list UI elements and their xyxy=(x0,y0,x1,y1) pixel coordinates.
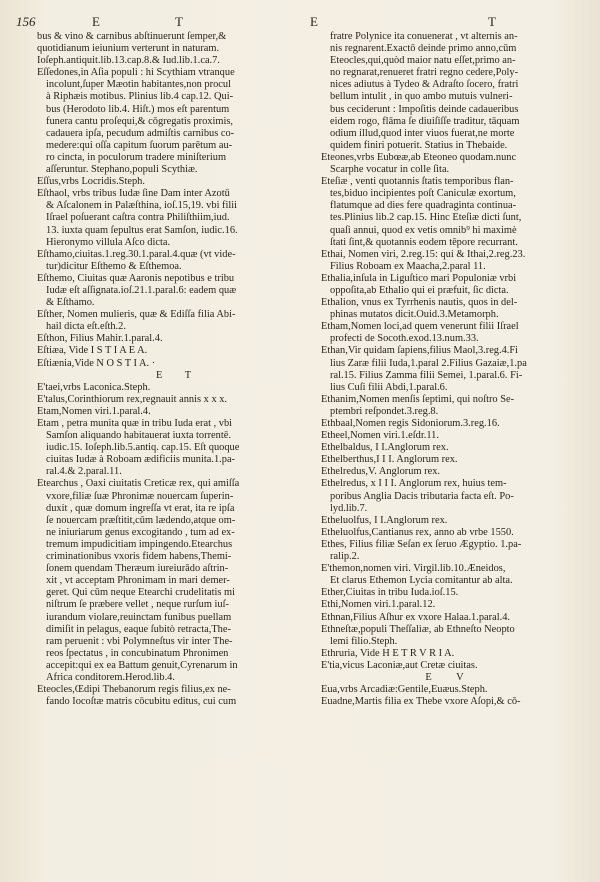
left-column-line: à Riphæis motibus. Plinius lib.4 cap.12. Qui- xyxy=(46,91,234,103)
right-column-line: Eteocles,qui,quòd maior natu eſſet,primo an- xyxy=(330,55,516,67)
right-column-line: Etheluolfus, I I.Anglorum rex. xyxy=(321,514,448,526)
left-column-line: Etam , petra munita quæ in tribu Iuda erat , vbi xyxy=(37,418,233,429)
right-column-line: Etheel,Nomen viri.1.eſdr.11. xyxy=(321,430,439,442)
right-column-line: Ethes, Filius filiæ Seſan ex ſeruo Ægyptio. 1.pa- xyxy=(321,538,522,550)
right-column-line: Ethalia,inſula in Liguſtico mari Populoniæ vrbi xyxy=(321,272,517,284)
left-column-line: Eſſedones,in Aſia populi : hi Scythiam vtranque xyxy=(37,67,235,79)
right-column-line: Euadne,Martis filia ex Thebe vxore Aſopi,& cō- xyxy=(321,696,521,708)
left-column-line: duxit , quæ domum ingreſſa vt erat, ita re ipſa xyxy=(46,502,235,514)
left-column-line: ro cincta, in poculorum tradere miniſterium xyxy=(46,151,227,163)
left-column-line: Eſthon, Filius Mahir.1.paral.4. xyxy=(37,333,163,345)
right-column-line: Eteſiæ , venti quotannis ſtatis temporibus flan- xyxy=(321,176,514,188)
right-column xyxy=(321,31,579,708)
right-column-line: Etham,Nomen loci,ad quem venerunt filii Iſrael xyxy=(321,321,519,333)
right-column-line: Scarphe vocatur in colle ſita. xyxy=(330,164,450,176)
left-column-line: E'taei,vrbs Laconica.Steph. xyxy=(37,381,151,393)
left-column-line: Iudæ eſt aſſignata.ioſ.21.1.paral.6: eadem quæ xyxy=(46,284,237,296)
left-column-line: hail dicta eſt.eſth.2. xyxy=(46,321,126,333)
left-column-line: medere:qui oſſa capitum ſuorum parētum au- xyxy=(46,139,233,151)
left-column-line: Eſtiæa, Vide I S T I A E A. xyxy=(37,345,148,357)
right-column-line: tes,biduo incipientes poſt Caniculæ exortum, xyxy=(330,188,516,200)
right-column-line: lyd.lib.7. xyxy=(330,502,368,514)
left-column-line: Eſſus,vrbs Locridis.Steph. xyxy=(37,176,145,188)
right-column-line: ralip.2. xyxy=(330,551,360,563)
left-column-line: accepit:qui ex ea Battum genuit,Cyrenarum in xyxy=(46,659,238,671)
left-column-line: ral.4.& 2.paral.11. xyxy=(46,466,122,478)
right-column-line: Ethelberthus,I I I. Anglorum rex. xyxy=(321,454,458,466)
right-column-line: eidem rogo, flāma ſe diuiſiſſe traditur, tāquam xyxy=(330,115,520,127)
right-column-line: Eteones,vrbs Eubœæ,ab Eteoneo quodam.nunc xyxy=(321,151,517,163)
right-column-line: bus ceciderunt : Impoſitis deinde cadaueribus xyxy=(330,103,519,115)
right-column-line: Etheluolfus,Cantianus rex, anno ab vrbe 1550. xyxy=(321,526,514,538)
running-head-right-2: T xyxy=(488,14,496,29)
right-column-line: lemi filio.Steph. xyxy=(330,635,398,647)
right-column-line: E V xyxy=(425,671,475,683)
left-column-line: & Aſcalonem in Palæſthina, ioſ.15,19. vbi filii xyxy=(46,200,238,212)
right-column-line: poribus Anglia Dacis tributaria facta eſt. Po- xyxy=(330,490,514,502)
left-column-line: Africa conditorem.Herod.lib.4. xyxy=(46,671,175,683)
left-column-line: Samſon aliquando habitauerat iuxta torrentē. xyxy=(46,430,231,442)
right-column-line: quidem finiri potuerit. Statius in Thebaide. xyxy=(330,139,508,151)
running-head-right: E xyxy=(310,14,318,29)
right-column-line: fratre Polynice ita conuenerat , vt alternis an- xyxy=(330,31,518,42)
left-column-line: cadauera ipſa, pecudum admiſtis carnibus co- xyxy=(46,127,235,139)
right-column-line: Ethnan,Filius Aſhur ex vxore Halaa.1.paral.4. xyxy=(321,611,511,623)
left-column-line: ne iniuriarum genus excogitando , tum ad ex- xyxy=(46,526,235,538)
right-column-line: Ethruria, Vide H E T R V R I A. xyxy=(321,647,455,659)
right-column-line: Ether,Ciuitas in tribu Iuda.ioſ.15. xyxy=(321,587,459,599)
left-column-line: aſſeruntur. Stephano,populi Scythiæ. xyxy=(46,164,198,176)
left-column-line: Eſthaol, vrbs tribus Iudæ ſine Dam inter Azotū xyxy=(37,188,230,200)
left-column-line: ſonem quendam Theræum iureiurādo aſtrin- xyxy=(46,563,229,575)
left-column-line: bus (Herodoto lib.4. Hiſt.) mos eſt parentum xyxy=(46,103,230,115)
left-column-line: niſtrum ſe præbere vellet , neque rurſum iuſ- xyxy=(46,599,229,611)
left-column-line: incolunt,ſuper Mæotin habitantes,non procul xyxy=(46,79,231,91)
right-column-line: odium illud,quod inter viuos fuerat,ne morte xyxy=(330,127,515,139)
right-column-line: nis regnarent.Exactō deinde primo anno,cūm xyxy=(330,43,517,55)
right-column-line: ptembri reſpondet.3.reg.8. xyxy=(330,405,439,417)
left-column-line: vxore,filiæ ſuæ Phronimæ nouercam ſuperin- xyxy=(46,490,234,502)
right-column-line: Ethneſtæ,populi Theſſaliæ, ab Ethneſto Neopto xyxy=(321,623,515,635)
right-column-line: no regnarat,renueret fratri regno cedere,Poly- xyxy=(330,67,519,79)
right-column-line: Ethanim,Nomen menſis ſeptimi, qui noſtro Se- xyxy=(321,393,515,405)
left-column-line: E'talus,Corinthiorum rex,regnauit annis x x x. xyxy=(37,393,228,405)
left-column-line: funera cantu proſequi,& cōgregatis proximis, xyxy=(46,115,233,127)
right-column-line: lius Zaræ filii Iuda,1.paral 2.Filius Gazaiæ,1.pa xyxy=(330,357,527,369)
left-column-line: Eſthamo,ciuitas.1.reg.30.1.paral.4.quæ (vt vide- xyxy=(37,248,236,260)
left-column-line: bus & vino & carnibus abſtinuerunt ſemper,& xyxy=(37,31,227,42)
left-column-line: Eteocles,Œdipi Thebanorum regis filius,ex ne- xyxy=(37,684,231,696)
right-column-line: ral.15. Filius Zamma filii Semei, 1.paral.6. Fi- xyxy=(330,369,523,381)
right-column-line: Ethelbaldus, I I.Anglorum rex. xyxy=(321,442,449,454)
left-column-line: Eſtiænia,Vide N O S T I A. · xyxy=(37,357,156,369)
left-column-line: Etam,Nomen viri.1.paral.4. xyxy=(37,405,151,417)
right-column-line: Ethelredus,V. Anglorum rex. xyxy=(321,466,440,478)
left-column-line: Eſther, Nomen mulieris, quæ & Ediſſa filia Abi- xyxy=(37,309,236,321)
right-column-line: ſtati ſint,& quotannis eodem tēpore recurrant. xyxy=(330,236,518,248)
left-column-line: fando Iocoſtæ matris cōcubitu editus, cui cum xyxy=(46,696,237,708)
right-column-line: Ethi,Nomen viri.1.paral.12. xyxy=(321,599,436,611)
right-column-line: Ethbaal,Nomen regis Sidoniorum.3.reg.16. xyxy=(321,418,500,429)
right-column-line: Et clarus Ethemon Lycia comitantur ab alta. xyxy=(330,575,513,587)
left-column xyxy=(37,31,320,708)
left-column-line: Ioſeph.antiquit.lib.13.cap.8.& Iud.lib.1.ca.7. xyxy=(37,55,220,67)
left-column-line: iurandum violare,reuinctam funibus puellam xyxy=(46,611,232,623)
page-number: 156 xyxy=(16,14,36,29)
left-column-line: Eſthemo, Ciuitas quæ Aaronis nepotibus e tribu xyxy=(37,272,235,284)
left-column-line: xit , vt acceptam Phronimam in mari demer- xyxy=(46,575,230,587)
left-column-line: ſe nouercam præſtitit,cūm lædendo,atque om- xyxy=(46,514,236,526)
left-column-line: dimiſit in pelagus, eaque ſubitò retracta,The- xyxy=(46,623,231,635)
left-column-line: Hieronymo villula Aſco dicta. xyxy=(46,236,171,248)
running-head-left: E xyxy=(92,14,100,29)
left-column-line: ciuitas Iudæ à Roboam ædificiis munita.1.pa- xyxy=(46,454,236,466)
right-column-line: quaſi annui, quod ex vetis omnib⁹ hi maximè xyxy=(330,224,517,236)
right-column-line: Ethelredus, x I I I. Anglorum rex, huius tem- xyxy=(321,478,507,490)
right-column-line: profecti de Socoth.exod.13.num.33. xyxy=(330,333,479,345)
left-column-line: 13. iuxta quam ſepultus erat Samſon, iudic.16. xyxy=(46,224,238,236)
right-column-line: bellum intulit , in quo ambo mutuis vulneri- xyxy=(330,91,513,103)
right-column-line: E'tia,vicus Laconiæ,aut Cretæ ciuitas. xyxy=(321,659,478,671)
right-column-line: Ethan,Vir quidam ſapiens,filius Maol,3.reg.4.Fi xyxy=(321,345,519,357)
right-column-line: Ethalion, vnus ex Tyrrhenis nautis, quos in del- xyxy=(321,297,518,309)
right-column-line: Ethai, Nomen viri, 2.reg.15: qui & Ithai,2.reg.23. xyxy=(321,248,526,260)
left-column-line: criminationibus vxoris fidem habens,Themi- xyxy=(46,551,232,563)
left-column-line: tur)dicitur Eſthemo & Eſthemoa. xyxy=(46,260,182,272)
right-column-line: nices adiutus à Tydeo & Adraſto ſocero, fratri xyxy=(330,79,519,91)
left-column-line: Etearchus , Oaxi ciuitatis Creticæ rex, qui amiſſa xyxy=(37,478,240,490)
right-column-line: flatumque ad dies fere quadraginta continua- xyxy=(330,200,517,212)
left-column-line: ram peruenit : vbi Polymneſtus vir inter The- xyxy=(46,635,233,647)
right-column-line: lius Cuſi filii Abdi,1.paral.6. xyxy=(330,381,448,393)
right-column-line: E'themon,nomen viri. Virgil.lib.10.Æneidos, xyxy=(321,563,506,575)
left-column-line: reos ſpectatus , in concubinatum Phronimen xyxy=(46,647,229,659)
right-column-line: oppoſita,ab Ethalio qui ei præfuit, ſic dicta. xyxy=(330,284,509,296)
left-column-line: tremum impudicitiam impingendo.Etearchus xyxy=(46,538,233,550)
left-column-line: geret. Qui cūm neque Etearchi crudelitatis mi xyxy=(46,587,235,599)
running-head-left-2: T xyxy=(175,14,183,29)
right-column-line: Filius Roboam ex Maacha,2.paral 11. xyxy=(330,260,486,272)
right-column-line: tes.Plinius lib.2 cap.15. Hinc Eteſiæ dicti ſunt, xyxy=(330,212,522,224)
left-column-line: quotidianum ieiunium verterunt in naturam. xyxy=(37,43,220,55)
right-column-line: Eua,vrbs Arcadiæ:Gentile,Euæus.Steph. xyxy=(321,684,488,696)
left-column-line: E T xyxy=(155,369,202,381)
right-column-line: phinas mutatos dicit.Ouid.3.Metamorph. xyxy=(330,309,499,321)
left-column-line: Iſrael poſuerant caſtra contra Philiſthiim,iud. xyxy=(46,212,230,224)
left-column-line: iudic.15. Ioſeph.lib.5.antiq. cap.15. Eſt quoque xyxy=(46,442,240,454)
left-column-line: & Eſthamo. xyxy=(46,297,95,309)
